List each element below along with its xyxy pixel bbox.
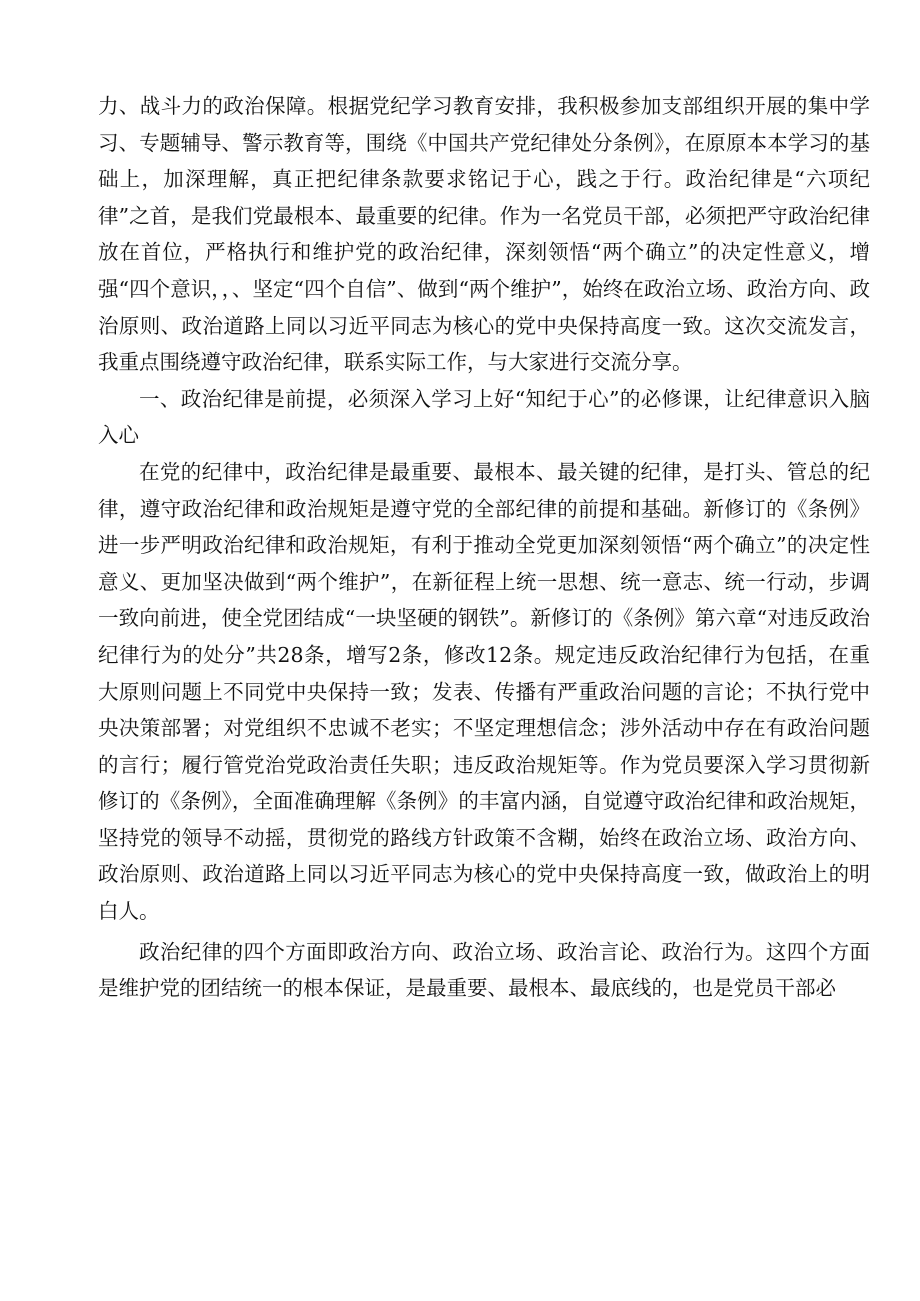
section-heading-1: 一、政治纪律是前提，必须深入学习上好“知纪于心”的必修课，让纪律意识入脑入心	[98, 386, 870, 448]
body-paragraph-2: 在党的纪律中，政治纪律是最重要、最根本、最关键的纪律，是打头、管总的纪律，遵守政治纪律和政治规矩是遵守党的全部纪律的前提和基础。新修订的《条例》进一步严明政治纪律和政治规矩，有利于推动全党更加深刻领悟“两个确立”的决定性意义、更加坚决做到“两个维护”，在新征程上统一思想、统一意志、统一行动，步调一致向前进，使全党团结成“一块坚硬的钢铁”。新修订的《条例》第六章“对违反政治纪律行为的处分”共28条，增写2条，修改12条。规定违反政治纪律行为包括，在重大原则问题上不同党中央保持一致；发表、传播有严重政治问题的言论；不执行党中央决策部署；对党组织不忠诚不老实；不坚定理想信念；涉外活动中存在有政治问题的言行；履行管党治党政治责任失职；违反政治规矩等。作为党员要深入学习贯彻新修订的《条例》，全面准确理解《条例》的丰富内涵，自觉遵守政治纪律和政治规矩，坚持党的领导不动摇，贯彻党的路线方针政策不含糊，始终在政治立场、政治方向、政治原则、政治道路上同以习近平同志为核心的党中央保持高度一致，做政治上的明白人。	[98, 459, 870, 924]
body-paragraph-3: 政治纪律的四个方面即政治方向、政治立场、政治言论、政治行为。这四个方面是维护党的团结统一的根本保证，是最重要、最根本、最底线的，也是党员干部必	[98, 939, 870, 1001]
body-paragraph-1: 力、战斗力的政治保障。根据党纪学习教育安排，我积极参加支部组织开展的集中学习、专题辅导、警示教育等，围绕《中国共产党纪律处分条例》，在原原本本学习的基础上，加深理解，真正把纪律条款要求铭记于心，践之于行。政治纪律是“六项纪律”之首，是我们党最根本、最重要的纪律。作为一名党员干部，必须把严守政治纪律放在首位，严格执行和维护党的政治纪律，深刻领悟“两个确立”的决定性意义，增强“四个意识，，、坚定“四个自信”、做到“两个维护”，始终在政治立场、政治方向、政治原则、政治道路上同以习近平同志为核心的党中央保持高度一致。这次交流发言，我重点围绕遵守政治纪律，联系实际工作，与大家进行交流分享。	[98, 94, 870, 375]
